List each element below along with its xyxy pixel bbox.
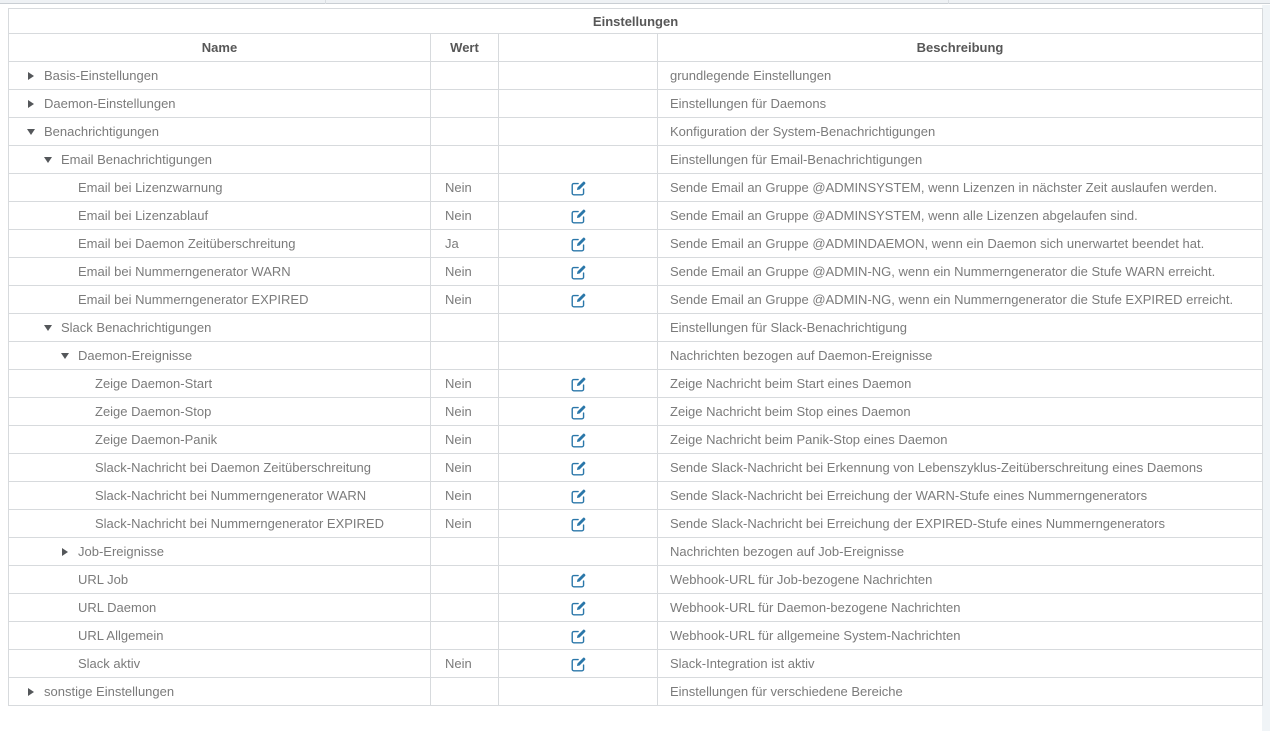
scrollbar-track[interactable]	[1262, 5, 1270, 731]
row-name-cell-inner	[9, 376, 430, 391]
edit-button[interactable]	[571, 657, 586, 672]
row-description: Zeige Nachricht beim Panik-Stop eines Daemon	[658, 426, 1263, 454]
row-description: Sende Slack-Nachricht bei Erreichung der WARN-Stufe eines Nummerngenerators	[658, 482, 1263, 510]
strip-separator	[325, 0, 326, 4]
row-edit-cell	[499, 482, 658, 510]
row-name-cell-inner	[9, 152, 430, 167]
table-row	[9, 482, 1263, 510]
row-edit-cell	[499, 146, 658, 174]
table-title: Einstellungen	[9, 9, 1263, 34]
row-edit-cell	[499, 90, 658, 118]
row-description: Einstellungen für Slack-Benachrichtigung	[658, 314, 1263, 342]
row-name-label: Basis-Einstellungen	[44, 68, 159, 83]
edit-button[interactable]	[571, 377, 586, 392]
table-row	[9, 230, 1263, 258]
table-row	[9, 398, 1263, 426]
row-edit-cell	[499, 566, 658, 594]
row-wert-value: Ja	[431, 230, 499, 258]
expand-arrow-icon[interactable]	[26, 99, 36, 109]
table-row[interactable]	[9, 314, 1263, 342]
row-name-cell-inner	[9, 544, 430, 559]
row-description: Webhook-URL für Daemon-bezogene Nachrichten	[658, 594, 1263, 622]
row-name-label: Zeige Daemon-Panik	[95, 432, 218, 447]
table-row	[9, 566, 1263, 594]
row-wert-value: Nein	[431, 398, 499, 426]
row-wert-value	[431, 146, 499, 174]
table-row[interactable]	[9, 62, 1263, 90]
row-description: Webhook-URL für Job-bezogene Nachrichten	[658, 566, 1263, 594]
row-edit-cell	[499, 258, 658, 286]
row-wert-value	[431, 622, 499, 650]
row-name-label: Email Benachrichtigungen	[61, 152, 213, 167]
row-description: Nachrichten bezogen auf Daemon-Ereignisse	[658, 342, 1263, 370]
column-header-actions	[499, 34, 658, 62]
row-name-cell-inner	[9, 684, 430, 699]
expand-arrow-icon[interactable]	[60, 547, 70, 557]
row-name-label: Slack-Nachricht bei Daemon Zeitüberschreitung	[95, 460, 372, 475]
table-row[interactable]	[9, 678, 1263, 706]
row-name-label: Benachrichtigungen	[44, 124, 159, 139]
edit-pencil-square-icon	[571, 433, 586, 448]
row-description: Slack-Integration ist aktiv	[658, 650, 1263, 678]
row-wert-value	[431, 538, 499, 566]
collapse-arrow-icon[interactable]	[26, 127, 36, 137]
row-edit-cell	[499, 426, 658, 454]
row-name-label: URL Job	[78, 572, 129, 587]
row-wert-value	[431, 594, 499, 622]
column-header-name: Name	[9, 34, 431, 62]
edit-button[interactable]	[571, 573, 586, 588]
row-edit-cell	[499, 286, 658, 314]
row-edit-cell	[499, 398, 658, 426]
row-description: Nachrichten bezogen auf Job-Ereignisse	[658, 538, 1263, 566]
row-wert-value	[431, 90, 499, 118]
edit-button[interactable]	[571, 181, 586, 196]
row-description: Konfiguration der System-Benachrichtigungen	[658, 118, 1263, 146]
edit-pencil-square-icon	[571, 405, 586, 420]
row-edit-cell	[499, 622, 658, 650]
row-name-label: URL Daemon	[78, 600, 157, 615]
row-wert-value: Nein	[431, 426, 499, 454]
row-name-cell-inner	[9, 124, 430, 139]
row-name-cell-inner	[9, 68, 430, 83]
row-wert-value: Nein	[431, 370, 499, 398]
row-wert-value: Nein	[431, 202, 499, 230]
table-row	[9, 370, 1263, 398]
row-name-label: Email bei Nummerngenerator EXPIRED	[78, 292, 309, 307]
row-description: Sende Email an Gruppe @ADMINSYSTEM, wenn Lizenzen in nächster Zeit auslaufen werden.	[658, 174, 1263, 202]
row-edit-cell	[499, 594, 658, 622]
row-description: grundlegende Einstellungen	[658, 62, 1263, 90]
edit-pencil-square-icon	[571, 629, 586, 644]
row-edit-cell	[499, 230, 658, 258]
row-name-label: Slack-Nachricht bei Nummerngenerator WARN	[95, 488, 367, 503]
row-edit-cell	[499, 118, 658, 146]
edit-button[interactable]	[571, 489, 586, 504]
row-wert-value: Nein	[431, 482, 499, 510]
row-name-label: Email bei Nummerngenerator WARN	[78, 264, 291, 279]
table-row	[9, 202, 1263, 230]
table-title-row	[9, 9, 1263, 34]
row-name-label: sonstige Einstellungen	[44, 684, 175, 699]
edit-pencil-square-icon	[571, 181, 586, 196]
collapse-arrow-icon[interactable]	[43, 323, 53, 333]
edit-button[interactable]	[571, 517, 586, 532]
row-name-label: Email bei Lizenzablauf	[78, 208, 209, 223]
row-wert-value	[431, 566, 499, 594]
row-description: Sende Email an Gruppe @ADMIN-NG, wenn ein Nummerngenerator die Stufe EXPIRED erreicht.	[658, 286, 1263, 314]
table-row[interactable]	[9, 342, 1263, 370]
row-name-cell-inner	[9, 320, 430, 335]
row-name-label: Job-Ereignisse	[78, 544, 164, 559]
strip-separator	[948, 0, 949, 4]
edit-pencil-square-icon	[571, 573, 586, 588]
row-name-cell-inner	[9, 600, 430, 615]
table-row[interactable]	[9, 118, 1263, 146]
row-name-cell-inner	[9, 264, 430, 279]
row-description: Einstellungen für verschiedene Bereiche	[658, 678, 1263, 706]
edit-button[interactable]	[571, 209, 586, 224]
edit-button[interactable]	[571, 601, 586, 616]
row-edit-cell	[499, 454, 658, 482]
table-row	[9, 426, 1263, 454]
row-description: Zeige Nachricht beim Start eines Daemon	[658, 370, 1263, 398]
row-edit-cell	[499, 202, 658, 230]
row-wert-value: Nein	[431, 650, 499, 678]
edit-pencil-square-icon	[571, 489, 586, 504]
row-name-cell-inner	[9, 460, 430, 475]
row-description: Sende Slack-Nachricht bei Erreichung der EXPIRED-Stufe eines Nummerngenerators	[658, 510, 1263, 538]
collapse-arrow-icon[interactable]	[43, 155, 53, 165]
edit-pencil-square-icon	[571, 517, 586, 532]
row-wert-value: Nein	[431, 454, 499, 482]
table-row	[9, 650, 1263, 678]
row-name-cell-inner	[9, 292, 430, 307]
row-name-cell-inner	[9, 572, 430, 587]
edit-button[interactable]	[571, 405, 586, 420]
collapse-arrow-icon[interactable]	[60, 351, 70, 361]
edit-button[interactable]	[571, 265, 586, 280]
row-name-cell-inner	[9, 208, 430, 223]
edit-pencil-square-icon	[571, 377, 586, 392]
table-row	[9, 622, 1263, 650]
row-description: Einstellungen für Email-Benachrichtigungen	[658, 146, 1263, 174]
edit-pencil-square-icon	[571, 293, 586, 308]
row-wert-value: Nein	[431, 510, 499, 538]
row-description: Einstellungen für Daemons	[658, 90, 1263, 118]
table-row	[9, 258, 1263, 286]
row-name-cell-inner	[9, 96, 430, 111]
expand-arrow-icon[interactable]	[26, 71, 36, 81]
row-name-label: Email bei Daemon Zeitüberschreitung	[78, 236, 296, 251]
row-name-cell-inner	[9, 656, 430, 671]
row-edit-cell	[499, 314, 658, 342]
row-name-label: Zeige Daemon-Stop	[95, 404, 212, 419]
row-edit-cell	[499, 538, 658, 566]
row-name-label: Daemon-Ereignisse	[78, 348, 193, 363]
row-edit-cell	[499, 650, 658, 678]
table-row	[9, 174, 1263, 202]
row-wert-value: Nein	[431, 258, 499, 286]
row-edit-cell	[499, 678, 658, 706]
table-row[interactable]	[9, 90, 1263, 118]
row-description: Webhook-URL für allgemeine System-Nachrichten	[658, 622, 1263, 650]
row-name-cell-inner	[9, 432, 430, 447]
row-name-label: Slack aktiv	[78, 656, 141, 671]
row-wert-value	[431, 62, 499, 90]
row-name-label: URL Allgemein	[78, 628, 164, 643]
row-name-label: Daemon-Einstellungen	[44, 96, 176, 111]
row-edit-cell	[499, 62, 658, 90]
expand-arrow-icon[interactable]	[26, 687, 36, 697]
row-description: Sende Email an Gruppe @ADMINDAEMON, wenn ein Daemon sich unerwartet beendet hat.	[658, 230, 1263, 258]
row-name-label: Zeige Daemon-Start	[95, 376, 213, 391]
row-name-cell-inner	[9, 348, 430, 363]
row-description: Zeige Nachricht beim Stop eines Daemon	[658, 398, 1263, 426]
edit-pencil-square-icon	[571, 237, 586, 252]
edit-button[interactable]	[571, 293, 586, 308]
edit-button[interactable]	[571, 629, 586, 644]
table-row	[9, 454, 1263, 482]
table-row	[9, 286, 1263, 314]
edit-pencil-square-icon	[571, 657, 586, 672]
edit-pencil-square-icon	[571, 461, 586, 476]
row-edit-cell	[499, 174, 658, 202]
row-wert-value: Nein	[431, 174, 499, 202]
row-name-cell-inner	[9, 516, 430, 531]
settings-table	[8, 8, 1263, 706]
browser-chrome-strip	[0, 0, 1270, 4]
edit-button[interactable]	[571, 461, 586, 476]
table-row	[9, 510, 1263, 538]
table-row[interactable]	[9, 538, 1263, 566]
row-wert-value	[431, 678, 499, 706]
table-header-row	[9, 34, 1263, 62]
column-header-beschreibung: Beschreibung	[658, 34, 1263, 62]
row-description: Sende Slack-Nachricht bei Erkennung von Lebenszyklus-Zeitüberschreitung eines Daemons	[658, 454, 1263, 482]
table-row[interactable]	[9, 146, 1263, 174]
edit-pencil-square-icon	[571, 265, 586, 280]
table-row	[9, 594, 1263, 622]
edit-button[interactable]	[571, 237, 586, 252]
row-name-label: Slack Benachrichtigungen	[61, 320, 212, 335]
row-wert-value	[431, 314, 499, 342]
row-name-cell-inner	[9, 404, 430, 419]
edit-button[interactable]	[571, 433, 586, 448]
row-name-cell-inner	[9, 488, 430, 503]
row-name-cell-inner	[9, 628, 430, 643]
row-description: Sende Email an Gruppe @ADMIN-NG, wenn ein Nummerngenerator die Stufe WARN erreicht.	[658, 258, 1263, 286]
row-name-label: Email bei Lizenzwarnung	[78, 180, 223, 195]
row-wert-value	[431, 342, 499, 370]
row-edit-cell	[499, 510, 658, 538]
edit-pencil-square-icon	[571, 601, 586, 616]
column-header-wert: Wert	[431, 34, 499, 62]
row-name-label: Slack-Nachricht bei Nummerngenerator EXPIRED	[95, 516, 384, 531]
edit-pencil-square-icon	[571, 209, 586, 224]
row-name-cell-inner	[9, 236, 430, 251]
row-edit-cell	[499, 370, 658, 398]
settings-table-body	[9, 62, 1263, 706]
row-edit-cell	[499, 342, 658, 370]
row-description: Sende Email an Gruppe @ADMINSYSTEM, wenn alle Lizenzen abgelaufen sind.	[658, 202, 1263, 230]
row-name-cell-inner	[9, 180, 430, 195]
row-wert-value: Nein	[431, 286, 499, 314]
row-wert-value	[431, 118, 499, 146]
